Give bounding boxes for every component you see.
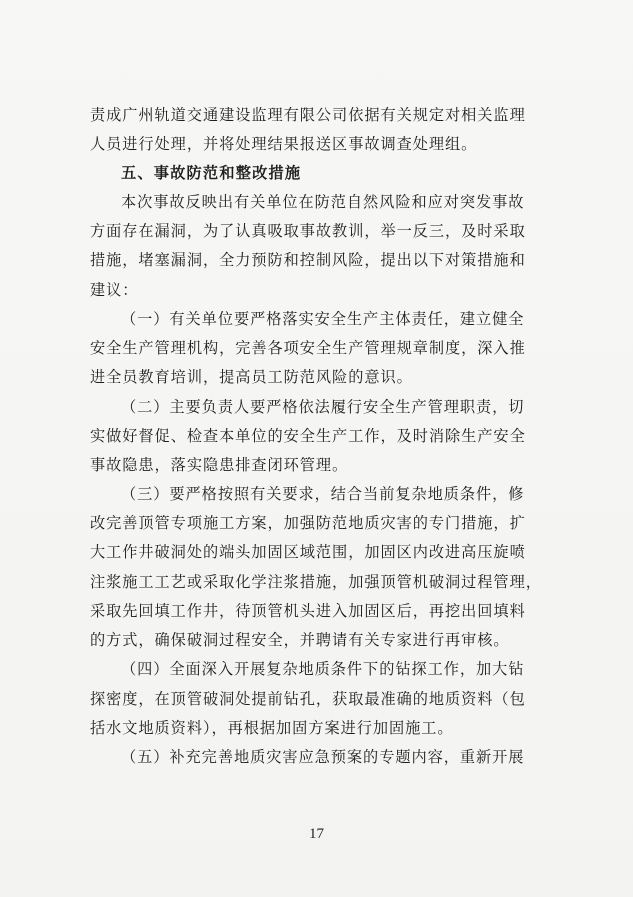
paragraph-first-line: （四）全面深入开展复杂地质条件下的钻探工作，加大钻: [121, 660, 525, 678]
body-line: 方面存在漏洞，为了认真吸取事故教训，举一反三，及时采取: [90, 222, 526, 240]
body-line: 进全员教育培训，提高员工防范风险的意识。: [90, 368, 413, 386]
body-line: 探密度，在顶管破洞处提前钻孔，获取最准确的地质资料（包: [90, 690, 526, 708]
body-line: 注浆施工工艺或采取化学注浆措施，加强顶管机破洞过程管理，: [90, 573, 542, 591]
section-heading: 五、事故防范和整改措施: [121, 164, 302, 182]
body-line: 的方式，确保破洞过程安全，并聘请有关专家进行再审核。: [90, 631, 510, 649]
paragraph-first-line: （二）主要负责人要严格依法履行安全生产管理职责，切: [121, 398, 525, 416]
paragraph-first-line: （一）有关单位要严格落实安全生产主体责任，建立健全: [121, 310, 525, 328]
body-line: 事故隐患，落实隐患排查闭环管理。: [90, 456, 349, 474]
body-line: 人员进行处理，并将处理结果报送区事故调查处理组。: [90, 135, 478, 153]
body-line: 改完善顶管专项施工方案，加强防范地质灾害的专门措施，扩: [90, 514, 526, 532]
body-line: 措施，堵塞漏洞，全力预防和控制风险，提出以下对策措施和: [90, 251, 526, 269]
body-line: 采取先回填工作井，待顶管机头进入加固区后，再挖出回填料: [90, 602, 526, 620]
paragraph-first-line: （三）要严格按照有关要求，结合当前复杂地质条件，修: [121, 485, 525, 503]
body-line: 安全生产管理机构，完善各项安全生产管理规章制度，深入推: [90, 339, 526, 357]
body-line: 大工作井破洞处的端头加固区域范围，加固区内改进高压旋喷: [90, 543, 526, 561]
body-line: 实做好督促、检查本单位的安全生产工作，及时消除生产安全: [90, 427, 526, 445]
paragraph-first-line: （五）补充完善地质灾害应急预案的专题内容，重新开展: [121, 748, 525, 766]
body-line: 建议：: [90, 281, 139, 299]
page-number: 17: [309, 826, 324, 842]
body-line: 括水文地质资料），再根据加固方案进行加固施工。: [90, 719, 454, 737]
body-line: 责成广州轨道交通建设监理有限公司依据有关规定对相关监理: [90, 106, 526, 124]
paragraph-first-line: 本次事故反映出有关单位在防范自然风险和应对突发事故: [121, 193, 525, 211]
